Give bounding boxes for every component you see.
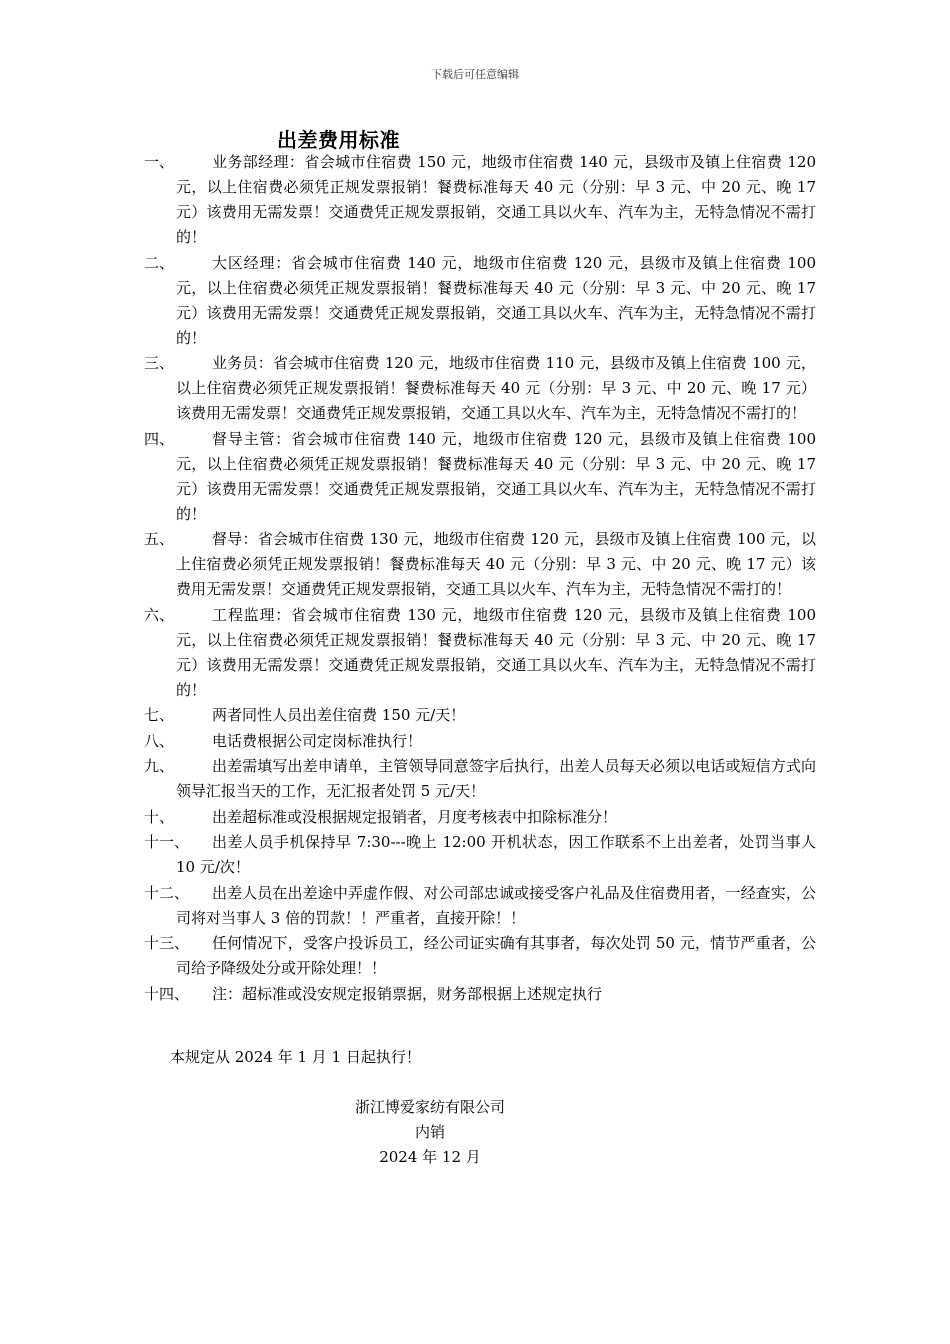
rule-number: 十四、	[144, 984, 190, 1003]
rule-number: 九、	[144, 757, 175, 775]
rule-text: 任何情况下，受客户投诉员工，经公司证实确有其事者，每次处罚 50 元，情节严重者，公司给予降级处分或开除处理！！	[176, 934, 816, 977]
signature-date: 2024 年 12 月	[379, 1148, 481, 1166]
rule-text: 出差人员在出差途中弄虚作假、对公司部忠诚或接受客户礼品及住宿费用者，一经查实，公司将对当事人 3 倍的罚款！！严重者，直接开除！！	[176, 883, 816, 927]
rule-text: 工程监理：省会城市住宿费 130 元，地级市住宿费 120 元，县级市及镇上住宿费 100 元，以上住宿费必须凭正规发票报销！餐费标准每天 40 元（分别：早 3 元、中 20 元、晚 17 元）该费用无需发票！交通费凭正规发票报销，交通工具以火车、汽车为主，无特急情况不需打的！	[176, 605, 816, 699]
document-title: 出差费用标准	[277, 128, 400, 152]
rule-item	[144, 150, 816, 250]
rule-number: 四、	[144, 429, 175, 448]
rule-item	[144, 754, 816, 804]
rule-text: 出差需填写出差申请单，主管领导同意签字后执行，出差人员每天必须以电话或短信方式向领导汇报当天的工作，无汇报者处罚 5 元/天！	[176, 757, 816, 800]
rule-item	[144, 703, 816, 728]
company-name: 浙江博爱家纺有限公司	[354, 1098, 505, 1116]
signature-block	[345, 1095, 515, 1170]
rule-item	[144, 881, 816, 931]
rule-item	[144, 251, 816, 351]
rule-number: 十、	[144, 807, 175, 826]
rule-text: 督导：省会城市住宿费 130 元，地级市住宿费 120 元，县级市及镇上住宿费 100 元，以上住宿费必须凭正规发票报销！餐费标准每天 40 元（分别：早 3 元、中 20 元、晚 17 元）该费用无需发票！交通费凭正规发票报销，交通工具以火车、汽车为主，无特急情况不需打的！	[176, 530, 816, 598]
rule-number: 六、	[144, 605, 175, 624]
rule-number: 十一、	[144, 833, 190, 851]
rules-list	[144, 150, 816, 1007]
rule-number: 五、	[144, 530, 175, 548]
rule-item	[144, 805, 816, 830]
rule-item	[144, 351, 816, 426]
rule-number: 十二、	[144, 883, 190, 902]
rule-number: 十三、	[144, 934, 190, 952]
rule-text: 大区经理：省会城市住宿费 140 元，地级市住宿费 120 元，县级市及镇上住宿费 100 元，以上住宿费必须凭正规发票报销！餐费标准每天 40 元（分别：早 3 元、中 20 元、晚 17 元）该费用无需发票！交通费凭正规发票报销，交通工具以火车、汽车为主，无特急情况不需打的！	[176, 253, 816, 347]
rule-number: 八、	[144, 731, 175, 750]
header-note: 下载后可任意编辑	[431, 68, 519, 81]
effective-date: 本规定从 2024 年 1 月 1 日起执行！	[170, 1048, 421, 1066]
rule-item	[144, 527, 816, 602]
rule-item	[144, 603, 816, 703]
rule-number: 二、	[144, 253, 175, 272]
rule-text: 督导主管：省会城市住宿费 140 元，地级市住宿费 120 元，县级市及镇上住宿费 100 元，以上住宿费必须凭正规发票报销！餐费标准每天 40 元（分别：早 3 元、中 20 元、晚 17 元）该费用无需发票！交通费凭正规发票报销，交通工具以火车、汽车为主，无特急情况不需打的！	[176, 429, 816, 523]
rule-item	[144, 931, 816, 981]
department: 内销	[414, 1123, 445, 1141]
rule-text: 注：超标准或没安规定报销票据，财务部根据上述规定执行	[212, 984, 603, 1003]
rule-number: 三、	[144, 354, 175, 372]
rule-item	[144, 729, 816, 754]
rule-item	[144, 427, 816, 527]
rule-text: 两者同性人员出差住宿费 150 元/天！	[212, 706, 466, 724]
rule-item	[144, 982, 816, 1007]
rule-text: 业务员：省会城市住宿费 120 元，地级市住宿费 110 元，县级市及镇上住宿费 100 元，以上住宿费必须凭正规发票报销！餐费标准每天 40 元（分别：早 3 元、中 20 元、晚 17 元）该费用无需发票！交通费凭正规发票报销，交通工具以火车、汽车为主，无特急情况不需打的！	[176, 354, 816, 422]
rule-item	[144, 830, 816, 880]
rule-number: 一、	[144, 153, 175, 171]
rule-text: 电话费根据公司定岗标准执行！	[212, 731, 423, 750]
rule-text: 业务部经理：省会城市住宿费 150 元，地级市住宿费 140 元，县级市及镇上住宿费 120 元，以上住宿费必须凭正规发票报销！餐费标准每天 40 元（分别：早 3 元、中 20 元、晚 17 元）该费用无需发票！交通费凭正规发票报销，交通工具以火车、汽车为主，无特急情况不需打的！	[176, 153, 816, 246]
rule-number: 七、	[144, 706, 175, 724]
rule-text: 出差超标准或没根据规定报销者，月度考核表中扣除标准分！	[212, 807, 618, 826]
rule-text: 出差人员手机保持早 7:30---晚上 12:00 开机状态，因工作联系不上出差者，处罚当事人 10 元/次！	[176, 833, 816, 876]
